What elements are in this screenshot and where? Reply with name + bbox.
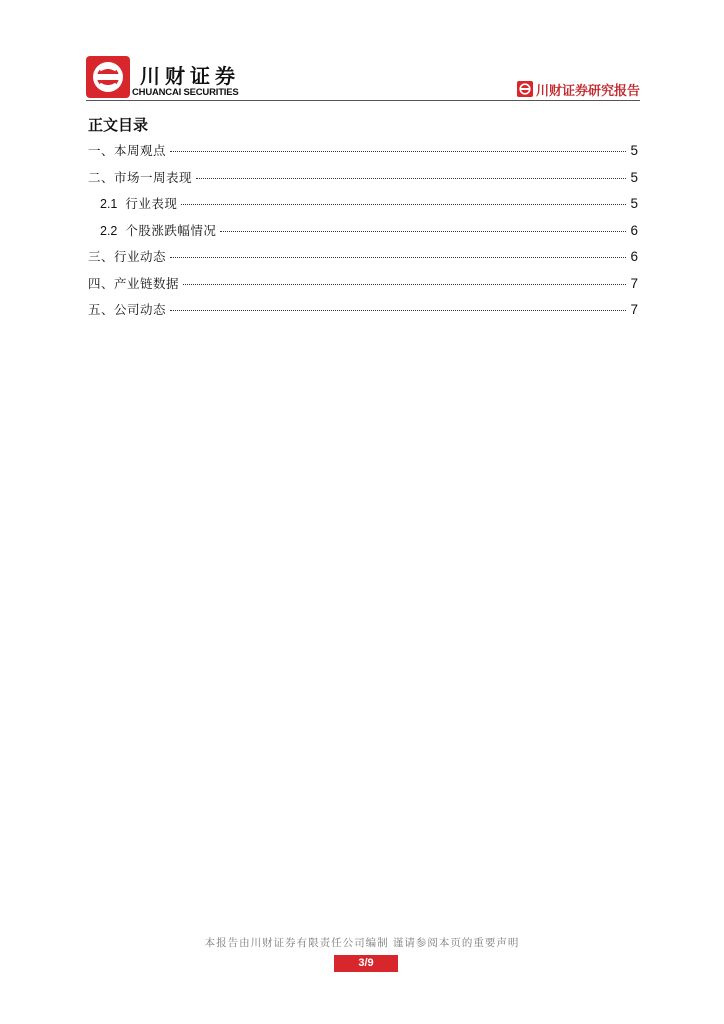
toc-leader-dots bbox=[220, 231, 626, 232]
toc-subitem-number: 2.1 bbox=[100, 197, 118, 211]
page-header bbox=[86, 56, 640, 100]
toc-leader-dots bbox=[181, 204, 626, 205]
page-number-badge: 3/9 bbox=[334, 955, 398, 972]
toc-item[interactable] bbox=[88, 141, 638, 168]
toc-title: 正文目录 bbox=[88, 116, 149, 134]
company-name-cn: 川财证券 bbox=[140, 64, 240, 88]
toc-item-page: 7 bbox=[630, 302, 638, 317]
toc-item-label: 三、行业动态 bbox=[88, 249, 167, 264]
company-name-en: CHUANCAI SECURITIES bbox=[132, 87, 239, 98]
toc-item-page: 6 bbox=[630, 249, 638, 264]
toc-leader-dots bbox=[170, 310, 626, 311]
toc-subitem[interactable] bbox=[88, 221, 638, 248]
toc-leader-dots bbox=[196, 178, 626, 179]
toc-item[interactable] bbox=[88, 300, 638, 327]
toc-item-label: 二、市场一周表现 bbox=[88, 169, 193, 185]
toc-leader-dots bbox=[170, 257, 626, 258]
toc-item-label: 一、本周观点 bbox=[88, 143, 167, 158]
toc-item-page: 6 bbox=[630, 222, 638, 238]
toc-item-label: 五、公司动态 bbox=[88, 302, 167, 317]
toc-subitem-label: 个股涨跌幅情况 bbox=[125, 222, 217, 238]
chuancai-logo-icon bbox=[86, 56, 130, 98]
toc-leader-dots bbox=[170, 151, 626, 152]
toc-item-label: 四、产业链数据 bbox=[88, 275, 180, 291]
toc-subitem-label: 行业表现 bbox=[125, 196, 178, 211]
toc-item-page: 5 bbox=[630, 169, 638, 185]
toc-item-page: 5 bbox=[630, 196, 638, 211]
toc-leader-dots bbox=[183, 284, 626, 285]
toc-item[interactable] bbox=[88, 247, 638, 274]
report-label bbox=[517, 80, 640, 98]
toc-item[interactable] bbox=[88, 168, 638, 195]
toc-item-page: 7 bbox=[630, 275, 638, 291]
report-label-text: 川财证券研究报告 bbox=[535, 83, 640, 99]
chuancai-small-logo-icon bbox=[517, 81, 533, 97]
toc-subitem-number: 2.2 bbox=[100, 223, 118, 238]
footer-disclaimer: 本报告由川财证券有限责任公司编制 谨请参阅本页的重要声明 bbox=[204, 937, 520, 949]
toc-item[interactable] bbox=[88, 274, 638, 301]
header-divider bbox=[86, 100, 640, 101]
toc-subitem[interactable] bbox=[88, 194, 638, 221]
table-of-contents bbox=[88, 141, 638, 327]
toc-item-page: 5 bbox=[630, 143, 638, 158]
